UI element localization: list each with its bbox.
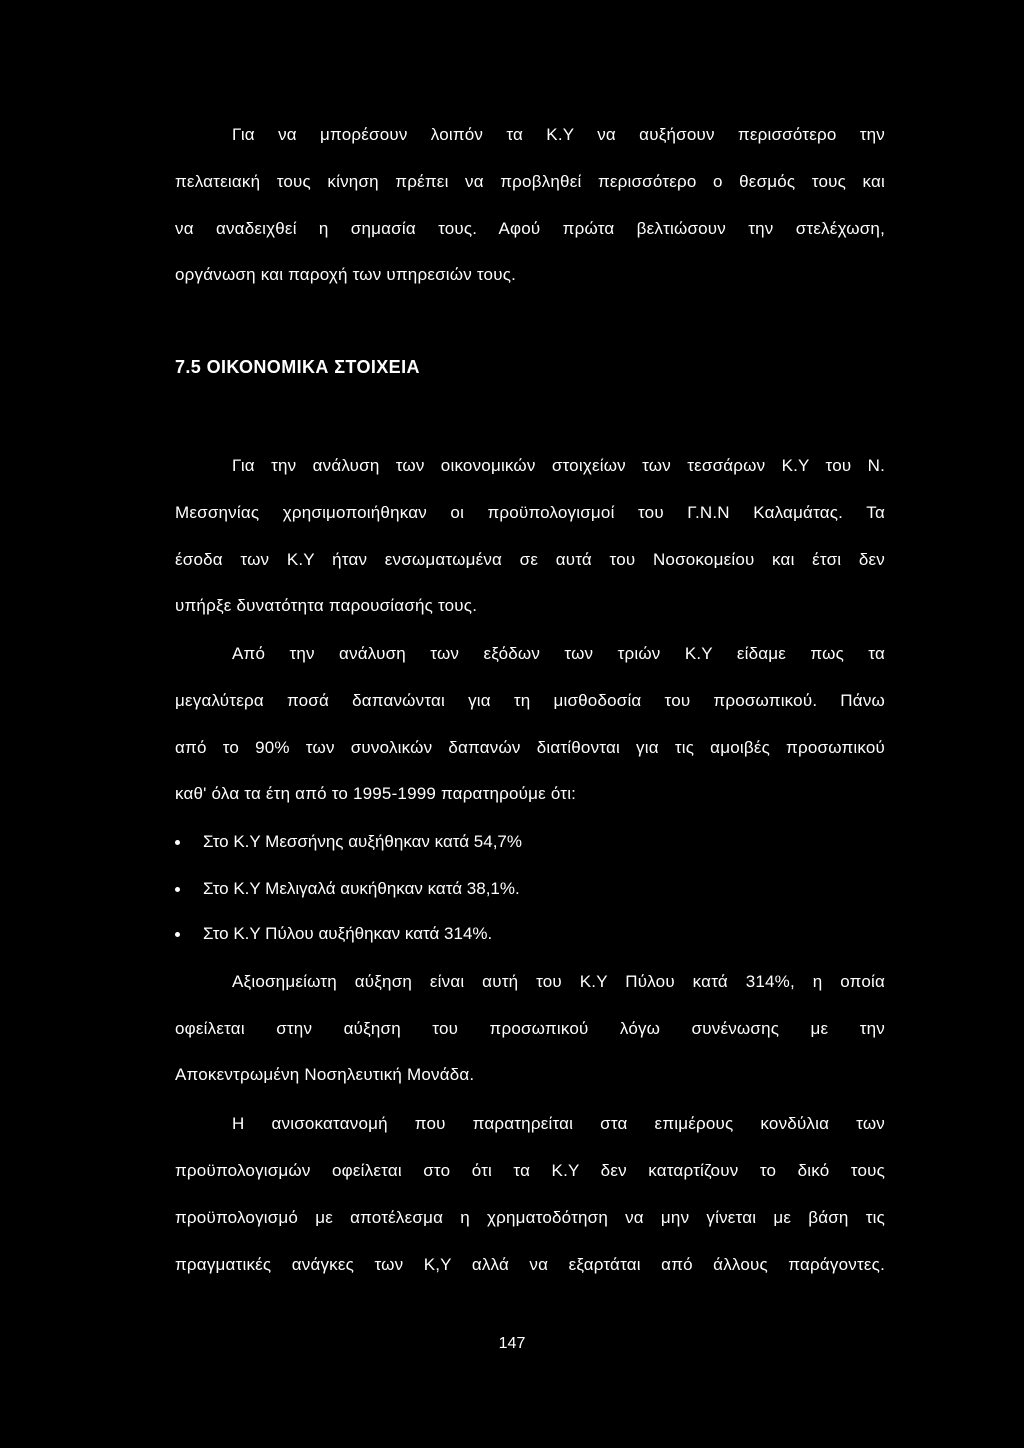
bullet-icon bbox=[175, 932, 180, 937]
page-number: 147 bbox=[498, 1335, 526, 1352]
paragraph-line: οφείλεται στην αύξηση του προσωπικού λόγω συνένωσης με την bbox=[175, 1019, 885, 1038]
paragraph-line: προϋπολογισμό με αποτέλεσμα η χρηματοδότηση να μην γίνεται με βάση τις bbox=[175, 1208, 885, 1227]
paragraph-line: Από την ανάλυση των εξόδων των τριών Κ.Υ είδαμε πως τα bbox=[232, 644, 885, 663]
paragraph-line: να αναδειχθεί η σημασία τους. Αφού πρώτα βελτιώσουν την στελέχωση, bbox=[175, 219, 885, 238]
paragraph-line: Μεσσηνίας χρησιμοποιήθηκαν οι προϋπολογισμοί του Γ.Ν.Ν Καλαμάτας. Τα bbox=[175, 503, 885, 522]
paragraph-line: υπήρξε δυνατότητα παρουσίασής τους. bbox=[175, 596, 478, 615]
paragraph-line: Για την ανάλυση των οικονομικών στοιχείων των τεσσάρων Κ.Υ του Ν. bbox=[232, 456, 885, 475]
list-item-text: Στο Κ.Υ Μεσσήνης αυξήθηκαν κατά 54,7% bbox=[203, 832, 523, 851]
paragraph-line: καθ' όλα τα έτη από το 1995-1999 παρατηρούμε ότι: bbox=[175, 784, 577, 803]
paragraph-line: Η ανισοκατανομή που παρατηρείται στα επιμέρους κονδύλια των bbox=[232, 1114, 885, 1133]
paragraph-line: οργάνωση και παροχή των υπηρεσιών τους. bbox=[175, 265, 517, 284]
paragraph-line: προϋπολογισμών οφείλεται στο ότι τα Κ.Υ δεν καταρτίζουν το δικό τους bbox=[175, 1161, 885, 1180]
list-item-text: Στο Κ.Υ Πύλου αυξήθηκαν κατά 314%. bbox=[203, 924, 493, 943]
paragraph-line: μεγαλύτερα ποσά δαπανώνται για τη μισθοδοσία του προσωπικού. Πάνω bbox=[175, 691, 885, 710]
paragraph-line: έσοδα των Κ.Υ ήταν ενσωματωμένα σε αυτά του Νοσοκομείου και έτσι δεν bbox=[175, 550, 885, 569]
paragraph-line: Αξιοσημείωτη αύξηση είναι αυτή του Κ.Υ Πύλου κατά 314%, η οποία bbox=[232, 972, 885, 991]
paragraph-line: Για να μπορέσουν λοιπόν τα Κ.Υ να αυξήσουν περισσότερο την bbox=[232, 125, 885, 144]
bullet-icon bbox=[175, 887, 180, 892]
paragraph-line: πραγματικές ανάγκες των Κ,Υ αλλά να εξαρτάται από άλλους παράγοντες. bbox=[175, 1255, 885, 1274]
paragraph-line: πελατειακή τους κίνηση πρέπει να προβληθεί περισσότερο ο θεσμός τους και bbox=[175, 172, 885, 191]
paragraph-line: Αποκεντρωμένη Νοσηλευτική Μονάδα. bbox=[175, 1065, 475, 1084]
bullet-icon bbox=[175, 840, 180, 845]
section-heading: 7.5 ΟΙΚΟΝΟΜΙΚΑ ΣΤΟΙΧΕΙΑ bbox=[175, 357, 420, 377]
list-item-text: Στο Κ.Υ Μελιγαλά αυκήθηκαν κατά 38,1%. bbox=[203, 879, 520, 898]
paragraph-line: από το 90% των συνολικών δαπανών διατίθονται για τις αμοιβές προσωπικού bbox=[175, 738, 885, 757]
